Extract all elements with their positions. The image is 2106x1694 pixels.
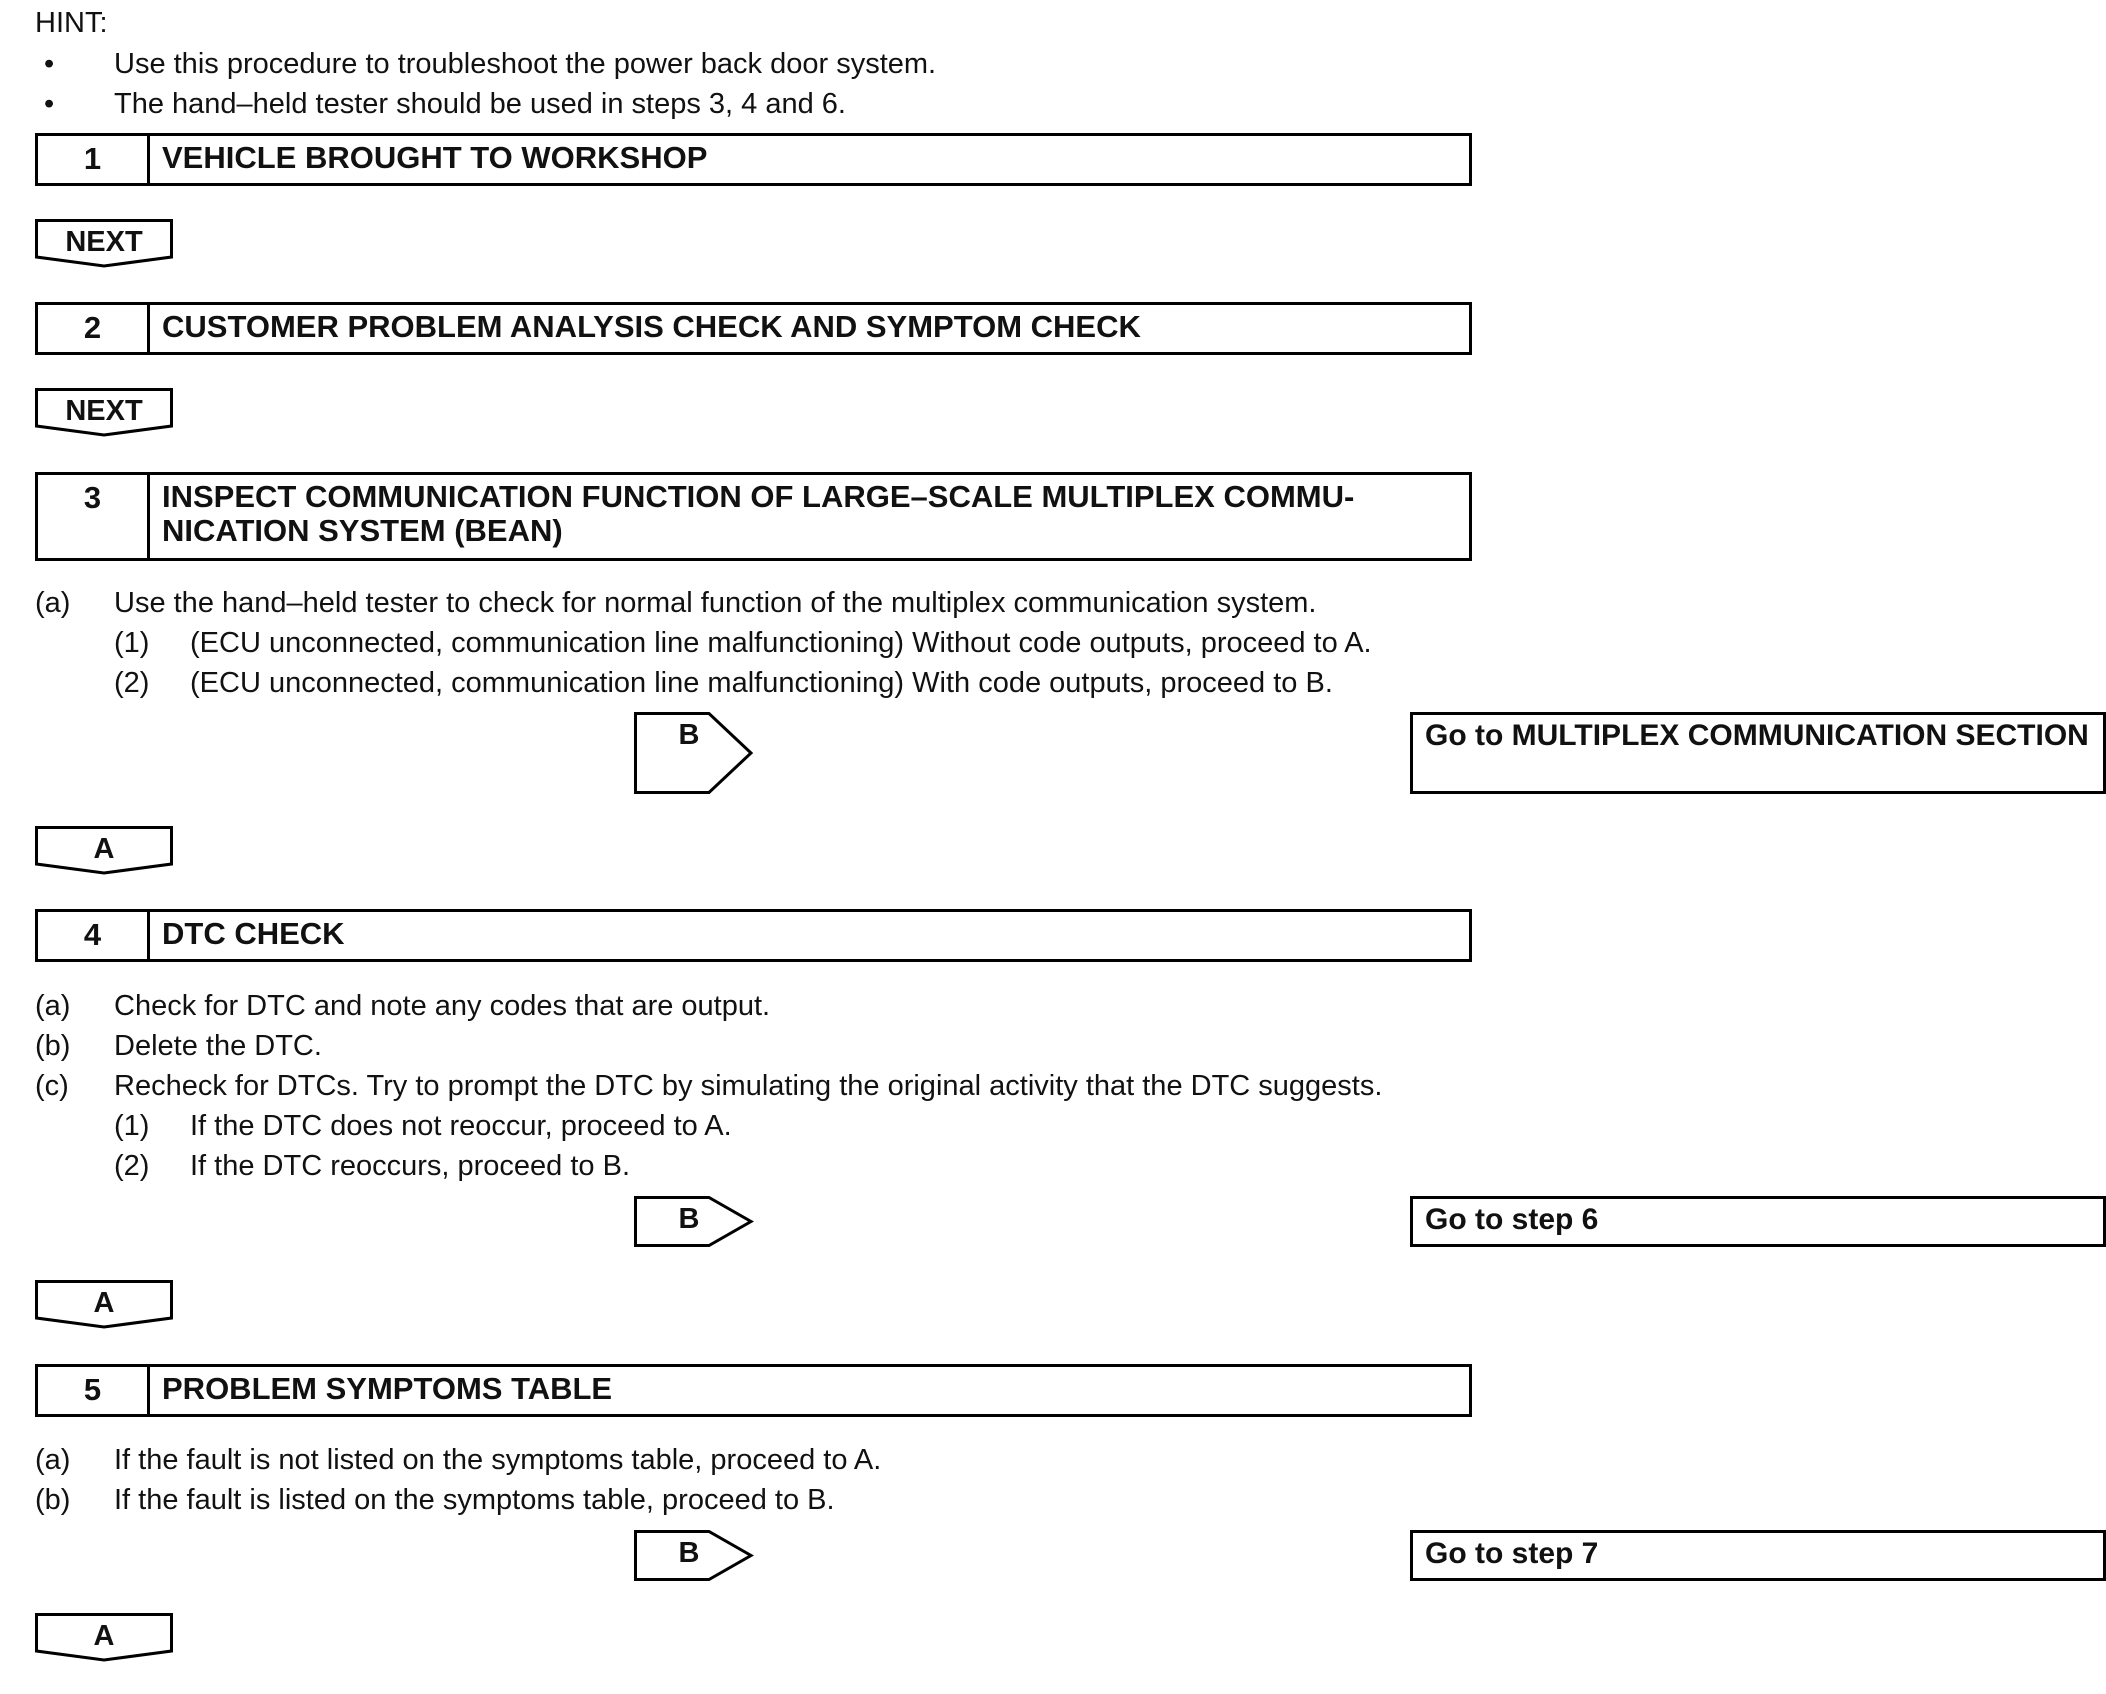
- step-5-header: [35, 1364, 1472, 1417]
- next-label: NEXT: [65, 395, 143, 427]
- item-text: Delete the DTC.: [114, 1030, 322, 1062]
- item-text: If the DTC does not reoccur, proceed to A.: [190, 1110, 732, 1142]
- item-text: If the DTC reoccurs, proceed to B.: [190, 1150, 631, 1182]
- step-number: 4: [38, 912, 150, 959]
- a-label: A: [93, 833, 115, 865]
- a-label: A: [93, 1287, 115, 1319]
- next-label: NEXT: [65, 226, 143, 258]
- step-3-header: [35, 472, 1472, 561]
- step-title: CUSTOMER PROBLEM ANALYSIS CHECK AND SYMPTOM CHECK: [162, 309, 1141, 344]
- item-text: (ECU unconnected, communication line malfunctioning) Without code outputs, proceed to A.: [190, 627, 1372, 659]
- branch-b-step-4[interactable]: [634, 1196, 1599, 1247]
- step-title-line-1: INSPECT COMMUNICATION FUNCTION OF LARGE–SCALE MULTIPLEX COMMU-: [162, 479, 1355, 514]
- branch-label: B: [678, 1537, 700, 1569]
- item-text: If the fault is listed on the symptoms table, proceed to B.: [114, 1484, 835, 1516]
- a-label: A: [93, 1620, 115, 1652]
- step-title: VEHICLE BROUGHT TO WORKSHOP: [162, 140, 708, 175]
- branch-target: Go to step 6: [1410, 1196, 2106, 1247]
- a-button-1[interactable]: [35, 826, 175, 876]
- item-label: (2): [114, 667, 150, 699]
- branch-target: Go to step 7: [1410, 1530, 2106, 1581]
- hint-bullet-2: The hand–held tester should be used in steps 3, 4 and 6.: [114, 88, 846, 120]
- item-label: (a): [35, 990, 71, 1022]
- item-text: Use the hand–held tester to check for normal function of the multiplex communication system.: [114, 587, 1317, 619]
- item-label: (2): [114, 1150, 150, 1182]
- step-title-line-2: NICATION SYSTEM (BEAN): [162, 513, 563, 548]
- step-4-header: [35, 909, 1472, 962]
- step-number: 1: [38, 136, 150, 183]
- branch-label: B: [678, 1203, 700, 1235]
- a-button-3[interactable]: [35, 1613, 175, 1663]
- item-text: Recheck for DTCs. Try to prompt the DTC by simulating the original activity that the DTC suggests.: [114, 1070, 1383, 1102]
- next-button-1[interactable]: [35, 219, 175, 269]
- item-label: (1): [114, 1110, 150, 1142]
- bullet-icon: •: [44, 88, 55, 120]
- a-button-2[interactable]: [35, 1280, 175, 1330]
- step-2-header: [35, 302, 1472, 355]
- branch-target: Go to MULTIPLEX COMMUNICATION SECTION: [1410, 712, 2106, 794]
- item-text: If the fault is not listed on the symptoms table, proceed to A.: [114, 1444, 882, 1476]
- step-number: 5: [38, 1367, 150, 1414]
- hint-label: HINT:: [35, 7, 108, 39]
- item-text: Check for DTC and note any codes that are output.: [114, 990, 771, 1022]
- item-label: (b): [35, 1030, 71, 1062]
- item-label: (c): [35, 1070, 69, 1102]
- item-label: (1): [114, 627, 150, 659]
- step-1-header: [35, 133, 1472, 186]
- branch-label: B: [678, 719, 700, 751]
- step-number: 2: [38, 305, 150, 352]
- branch-b-step-3[interactable]: [634, 712, 2089, 794]
- bullet-icon: •: [44, 48, 55, 80]
- hint-bullet-1: Use this procedure to troubleshoot the power back door system.: [114, 48, 937, 80]
- next-button-2[interactable]: [35, 388, 175, 438]
- branch-b-step-5[interactable]: [634, 1530, 1599, 1581]
- step-title: DTC CHECK: [162, 916, 345, 951]
- item-text: (ECU unconnected, communication line malfunctioning) With code outputs, proceed to B.: [190, 667, 1333, 699]
- step-number: 3: [38, 475, 150, 558]
- item-label: (a): [35, 1444, 71, 1476]
- step-title: PROBLEM SYMPTOMS TABLE: [162, 1371, 613, 1406]
- item-label: (b): [35, 1484, 71, 1516]
- item-label: (a): [35, 587, 71, 619]
- step-title: [150, 475, 1469, 558]
